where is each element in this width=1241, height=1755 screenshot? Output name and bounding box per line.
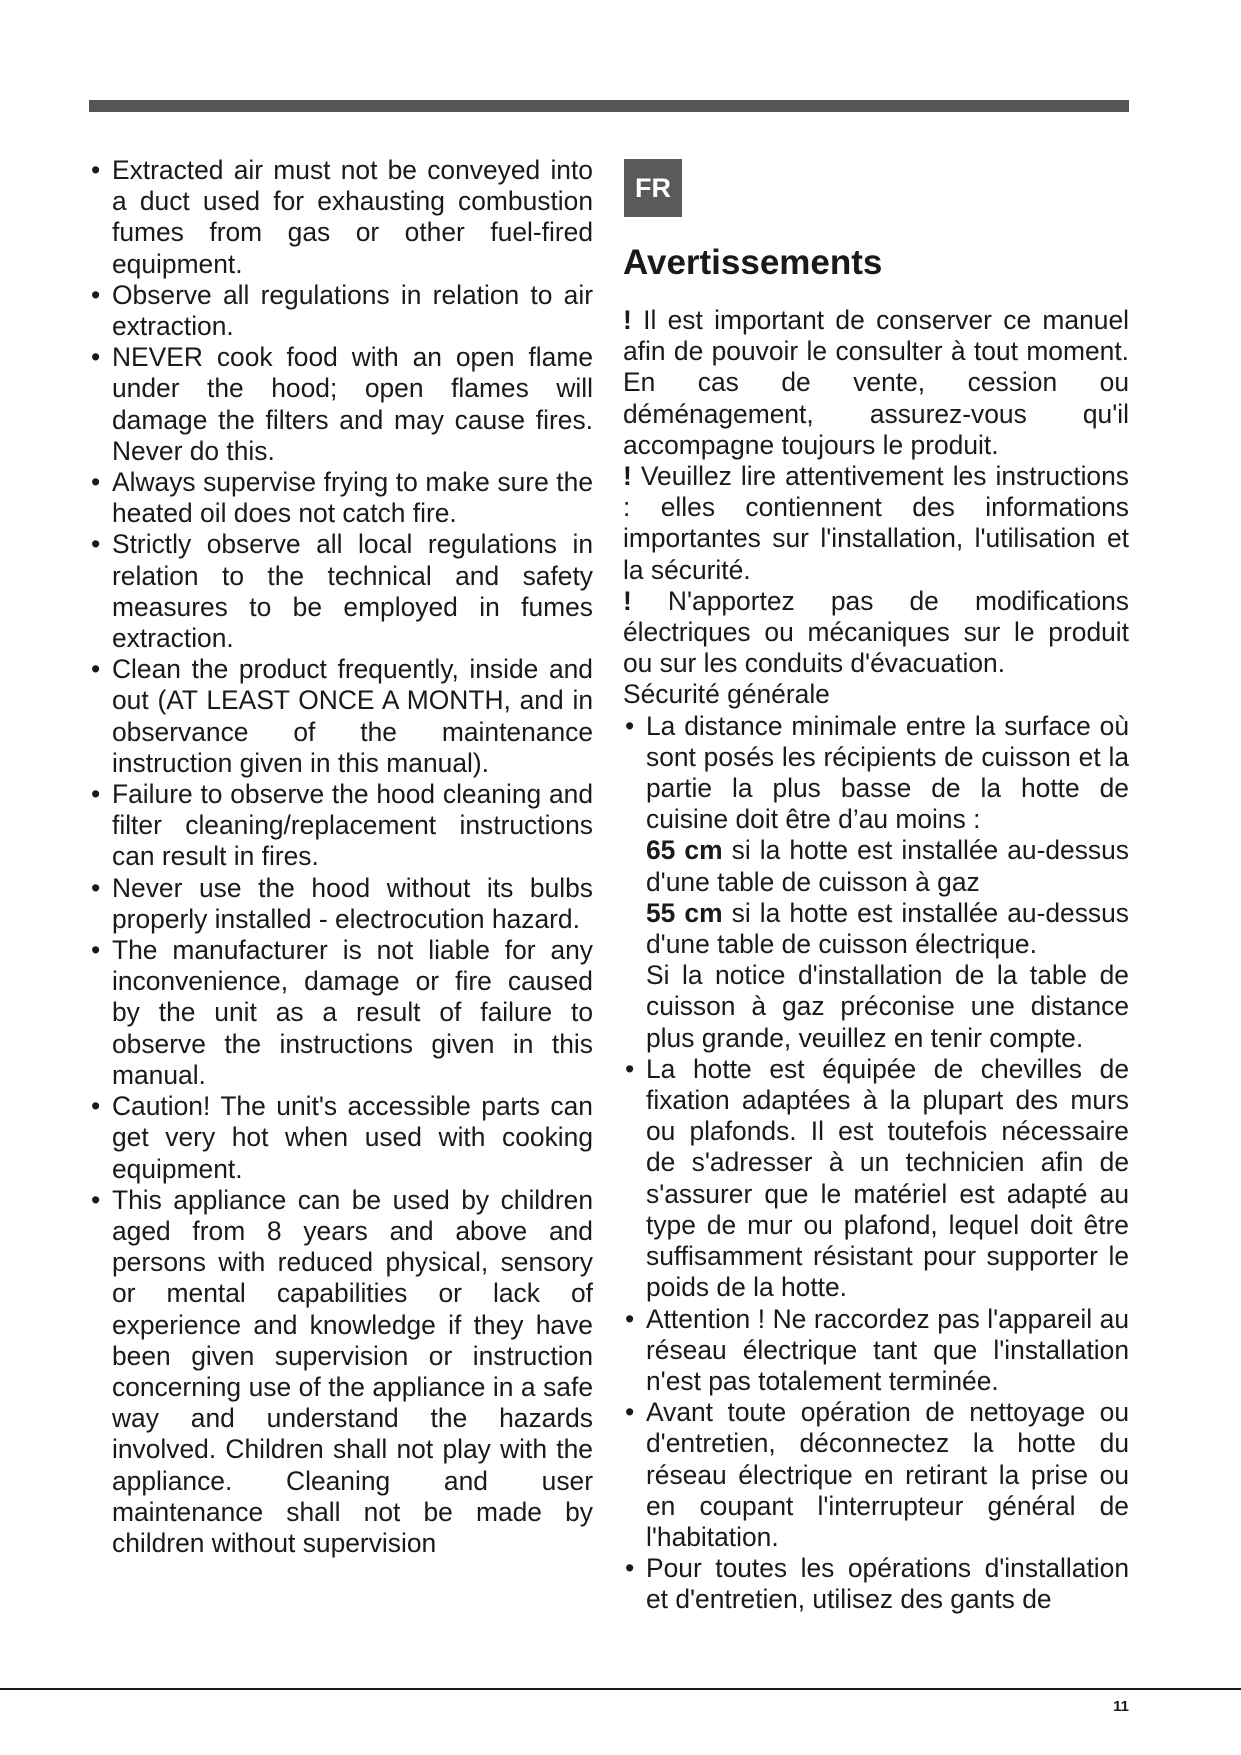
warning-paragraph [623,305,1129,461]
list-item: • Clean the product frequently, inside and out (AT LEAST ONCE A MONTH, and in observance of the maintenance instruction given in this manual). [89,654,593,779]
exclamation-icon: ! [623,585,632,616]
language-badge: FR [624,159,682,217]
section-title: Avertissements [623,243,883,282]
english-safety-list [89,155,593,1559]
list-item: • This appliance can be used by children aged from 8 years and above and persons with reduced physical, sensory or mental capabilities or lack of experience and knowledge if they have been given supervision or instruction concerning use of the appliance in a safe way and understand the hazards involved. Children shall not play with the appliance. Cleaning and user maintenance shall not be made by children without supervision [89,1185,593,1559]
list-item: • The manufacturer is not liable for any inconvenience, damage or fire caused by the unit as a result of failure to observe the instructions given in this manual. [89,935,593,1091]
list-item: • Avant toute opération de nettoyage ou d'entretien, déconnectez la hotte du réseau électrique en retirant la prise ou en coupant l'interrupteur général de l'habitation. [623,1397,1129,1553]
distance-note: Si la notice d'installation de la table de cuisson à gaz préconise une distance plus grande, veuillez en tenir compte. [646,960,1129,1053]
english-column [89,155,593,1559]
gas-distance-text: si la hotte est installée au-dessus d'une table de cuisson à gaz [646,835,1129,897]
list-item: • Attention ! Ne raccordez pas l'appareil au réseau électrique tant que l'installation n'est pas totalement terminée. [623,1304,1129,1398]
list-item [623,711,1129,1054]
subheading: Sécurité générale [623,679,830,710]
list-item: • Pour toutes les opérations d'installation et d'entretien, utilisez des gants de [623,1553,1129,1615]
list-item: • Failure to observe the hood cleaning and filter cleaning/replacement instructions can result in fires. [89,779,593,873]
list-item: • La hotte est équipée de chevilles de fixation adaptées à la plupart des murs ou plafonds. Il est toutefois nécessaire de s'adresser à un technicien afin de s'assurer que le matériel est adapté au type de mur ou plafond, lequel doit être suffisamment résistant pour supporter le poids de la hotte. [623,1054,1129,1304]
exclamation-icon: ! [623,461,632,492]
french-column [623,155,1129,1616]
list-item: • Strictly observe all local regulations in relation to the technical and safety measures to be employed in fumes extraction. [89,529,593,654]
list-item: • Always supervise frying to make sure the heated oil does not catch fire. [89,467,593,529]
warning-paragraph [623,586,1129,680]
warning-paragraph [623,461,1129,586]
warning-text: Veuillez lire attentivement les instructions : elles contiennent des informations importantes sur l'installation, l'utilisation et la sécurité. [623,461,1129,585]
page-number: 11 [1113,1698,1129,1715]
list-item: • Observe all regulations in relation to air extraction. [89,280,593,342]
distance-intro: La distance minimale entre la surface où sont posés les récipients de cuisson et la partie la plus basse de la hotte de cuisine doit être d’au moins : [646,710,1129,835]
gas-distance-value: 65 cm [646,835,723,866]
list-item: • Never use the hood without its bulbs properly installed - electrocution hazard. [89,873,593,935]
list-item: • Extracted air must not be conveyed into a duct used for exhausting combustion fumes from gas or other fuel-fired equipment. [89,155,593,280]
french-safety-list [623,711,1129,1616]
warning-text: Il est important de conserver ce manuel afin de pouvoir le consulter à tout moment. En cas de vente, cession ou déménagement, assurez-vous qu'il accompagne toujours le produit. [623,305,1129,460]
warning-text: N'apportez pas de modifications électriques ou mécaniques sur le produit ou sur les conduits d'évacuation. [623,585,1129,679]
exclamation-icon: ! [623,305,632,335]
electric-distance-text: si la hotte est installée au-dessus d'une table de cuisson électrique. [646,897,1129,960]
footer-rule [0,1688,1241,1690]
header-rule [89,100,1129,112]
list-item: • Caution! The unit's accessible parts can get very hot when used with cooking equipment. [89,1091,593,1185]
list-item: • NEVER cook food with an open flame under the hood; open flames will damage the filters and may cause fires. Never do this. [89,342,593,467]
electric-distance-value: 55 cm [646,897,723,928]
